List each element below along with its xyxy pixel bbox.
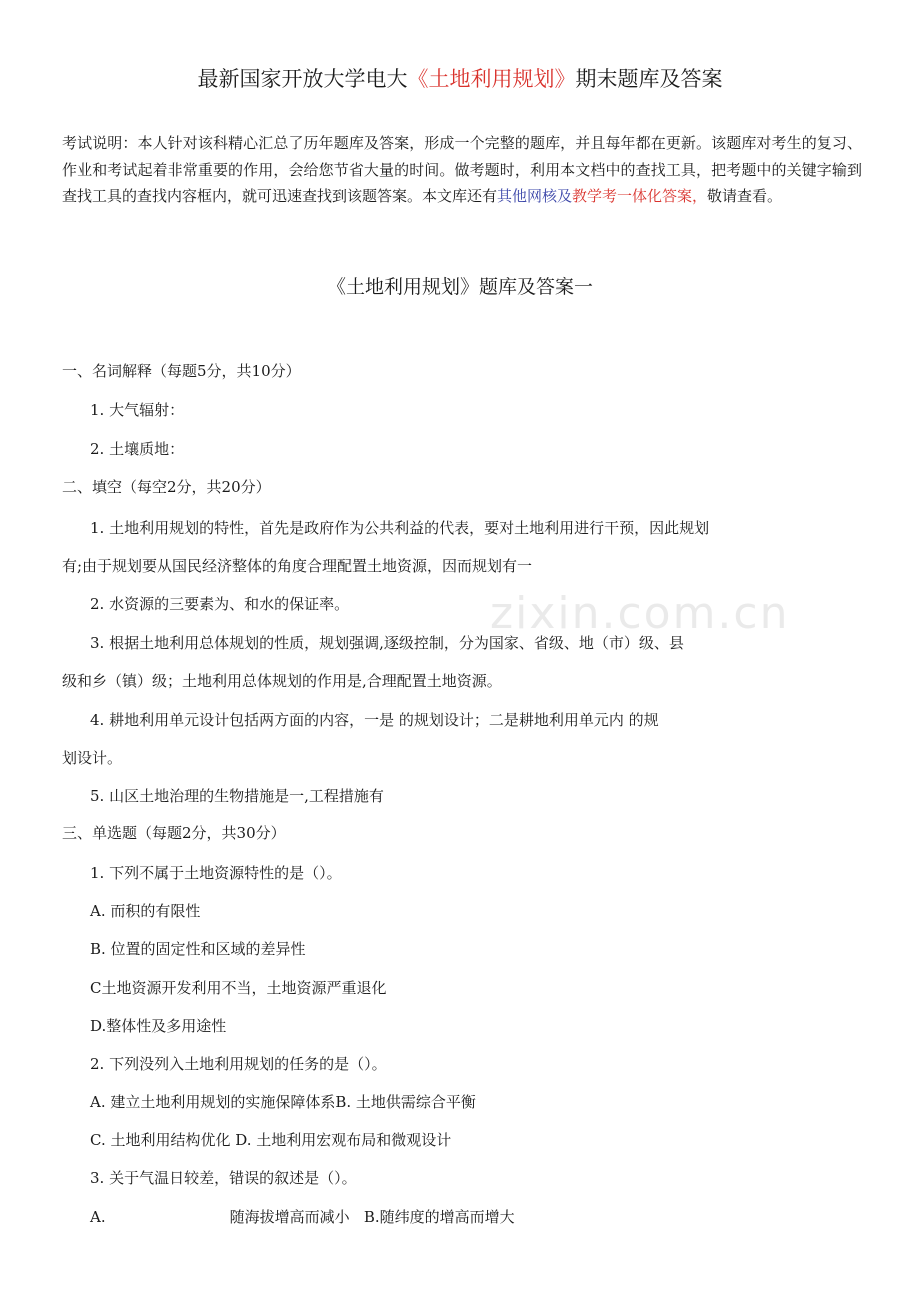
instructions-text: 考试说明：本人针对该科精心汇总了历年题库及答案，形成一个完整的题库，并且每年都在更新。该题库对考生的复习、作业和考试起着非常重要的作用，会给您节省大量的时间。做考题时，利用本文档中的查找工具，把考题中的关键字输到查找工具的查找内容框内，就可迅速查找到该题答案。本文库还有	[62, 134, 862, 205]
question-line: 2. 下列没列入土地利用规划的任务的是（）。	[90, 1055, 387, 1073]
option-line: B. 位置的固定性和区域的差异性	[90, 940, 306, 958]
watermark: zixin.com.cn	[490, 588, 790, 639]
title-suffix: 期末题库及答案	[575, 67, 723, 91]
option-line: A. 建立土地利用规划的实施保障体系B. 土地供需综合平衡	[90, 1093, 476, 1111]
option-line: C土地资源开发利用不当，土地资源严重退化	[90, 979, 387, 997]
option-line: A. 随海拔增高而减小 B.随纬度的增高而增大	[90, 1208, 515, 1226]
section-heading: 一、名词解释（每题5分，共10分）	[62, 362, 301, 380]
exam-instructions	[62, 130, 862, 210]
question-line: 划设计。	[62, 749, 123, 767]
section-title: 《土地利用规划》题库及答案一	[326, 276, 593, 298]
teaching-answers-link[interactable]: 教学考一体化答案，	[572, 187, 708, 205]
instructions-end: 敬请查看。	[707, 187, 783, 205]
question-line: 3. 关于气温日较差，错误的叙述是（）。	[90, 1169, 357, 1187]
question-line: 1. 土地利用规划的特性，首先是政府作为公共利益的代表，要对土地利用进行干预，因此规划	[90, 519, 710, 537]
question-line: 有;由于规划要从国民经济整体的角度合理配置土地资源，因而规划有一	[62, 557, 533, 575]
question-line: 3. 根据土地利用总体规划的性质，规划强调,逐级控制，分为国家、省级、地（市）级、县	[90, 634, 684, 652]
section-heading: 二、填空（每空2分，共20分）	[62, 478, 271, 496]
option-line: C. 土地利用结构优化 D. 土地利用宏观布局和微观设计	[90, 1131, 452, 1149]
question-line: 级和乡（镇）级；土地利用总体规划的作用是,合理配置土地资源。	[62, 672, 502, 690]
title-course-name: 《土地利用规划》	[407, 67, 576, 91]
question-line: 4. 耕地利用单元设计包括两方面的内容，一是 的规划设计；二是耕地利用单元内 的规	[90, 711, 659, 729]
question-line: 2. 水资源的三要素为、和水的保证率。	[90, 595, 350, 613]
question-line: 1. 大气辐射：	[90, 401, 185, 419]
option-line: D.整体性及多用途性	[90, 1017, 227, 1035]
title-prefix: 最新国家开放大学电大	[197, 67, 408, 91]
section-heading: 三、单选题（每题2分，共30分）	[62, 824, 286, 842]
option-line: A. 而积的有限性	[90, 902, 201, 920]
question-line: 5. 山区土地治理的生物措施是一,工程措施有	[90, 787, 384, 805]
document-title	[0, 64, 920, 94]
question-line: 1. 下列不属于土地资源特性的是（）。	[90, 864, 342, 882]
question-line: 2. 土壤质地：	[90, 440, 185, 458]
other-answers-link[interactable]: 其他网核及	[497, 187, 573, 205]
